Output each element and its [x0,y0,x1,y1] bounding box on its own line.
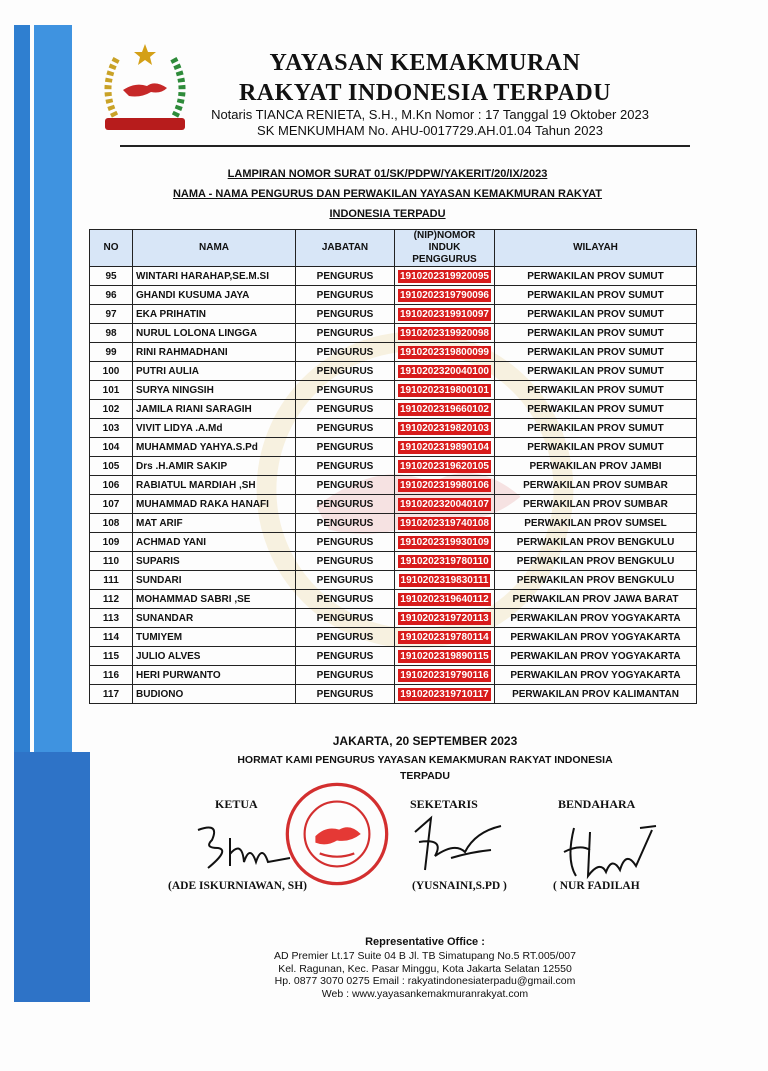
cell-nip [395,533,495,552]
sekretaris-name: (YUSNAINI,S.PD ) [412,880,507,892]
table-row [90,438,697,457]
cell-nama: NURUL LOLONA LINGGA [133,324,296,343]
official-stamp-icon [283,780,391,888]
sekretaris-signature-icon [405,812,505,878]
cell-nama: VIVIT LIDYA .A.Md [133,419,296,438]
cell-nip [395,362,495,381]
header-divider [120,145,690,147]
nip-value: 1910202319800099 [400,346,489,358]
table-row [90,533,697,552]
cell-jabatan: PENGURUS [296,305,395,324]
members-table [89,229,697,704]
cell-nama: MOHAMMAD SABRI ,SE [133,590,296,609]
table-row [90,647,697,666]
cell-nip [395,571,495,590]
nip-value: 1910202319920098 [400,327,489,339]
cell-nip [395,590,495,609]
table-row [90,628,697,647]
nip-value: 1910202319920095 [400,270,489,282]
caption-line-3: INDONESIA TERPADU [329,208,446,220]
table-row [90,514,697,533]
table-row [90,305,697,324]
ketua-name: (ADE ISKURNIAWAN, SH) [168,880,307,892]
cell-jabatan: PENGURUS [296,457,395,476]
cell-nama: PUTRI AULIA [133,362,296,381]
ketua-role: KETUA [215,797,258,811]
cell-jabatan: PENGURUS [296,571,395,590]
cell-jabatan: PENGURUS [296,343,395,362]
cell-wilayah: PERWAKILAN PROV SUMUT [495,362,697,381]
foundation-logo-icon [95,38,195,138]
cell-nip [395,457,495,476]
closing-line-2: TERPADU [400,770,450,782]
cell-no: 117 [90,685,133,704]
organization-title [200,48,650,108]
cell-nama: MUHAMMAD YAHYA.S.Pd [133,438,296,457]
cell-nama: SUNDARI [133,571,296,590]
cell-jabatan: PENGURUS [296,267,395,286]
title-line-1: YAYASAN KEMAKMURAN [269,50,581,76]
table-row [90,400,697,419]
cell-nama: EKA PRIHATIN [133,305,296,324]
table-row [90,495,697,514]
cell-jabatan: PENGURUS [296,419,395,438]
office-address [200,950,650,1000]
nip-value: 1910202319780114 [400,631,489,643]
nip-value: 1910202319790096 [400,289,489,301]
column-header-wilayah: WILAYAH [495,230,697,267]
nip-value: 1910202319910097 [400,308,489,320]
cell-nama: MUHAMMAD RAKA HANAFI [133,495,296,514]
cell-nama: TUMIYEM [133,628,296,647]
closing-line-1: HORMAT KAMI PENGURUS YAYASAN KEMAKMURAN RAKYAT INDONESIA [237,754,613,766]
cell-no: 110 [90,552,133,571]
sk-line: SK MENKUMHAM No. AHU-0017729.AH.01.04 Tahun 2023 [257,123,603,138]
cell-no: 113 [90,609,133,628]
cell-jabatan: PENGURUS [296,400,395,419]
table-row [90,666,697,685]
nip-value: 1910202319710117 [400,688,489,700]
nip-value: 1910202319780110 [400,555,489,567]
cell-no: 99 [90,343,133,362]
cell-wilayah: PERWAKILAN PROV JAMBI [495,457,697,476]
decorative-stripe [34,25,72,785]
cell-jabatan: PENGURUS [296,685,395,704]
table-row [90,685,697,704]
nip-value: 1910202319620105 [400,460,489,472]
cell-nama: SUPARIS [133,552,296,571]
cell-nama: Drs .H.AMIR SAKIP [133,457,296,476]
nip-value: 1910202319720113 [400,612,489,624]
nip-value: 1910202319830111 [400,574,489,586]
table-row [90,381,697,400]
table-header-row [90,230,697,267]
cell-wilayah: PERWAKILAN PROV JAWA BARAT [495,590,697,609]
cell-no: 106 [90,476,133,495]
document-caption [150,164,625,224]
cell-wilayah: PERWAKILAN PROV YOGYAKARTA [495,666,697,685]
cell-jabatan: PENGURUS [296,533,395,552]
table-row [90,419,697,438]
cell-jabatan: PENGURUS [296,324,395,343]
table-row [90,362,697,381]
cell-nip [395,552,495,571]
table-row [90,324,697,343]
cell-nip [395,514,495,533]
notary-line: Notaris TIANCA RENIETA, S.H., M.Kn Nomor : 17 Tanggal 19 Oktober 2023 [211,107,649,122]
cell-no: 103 [90,419,133,438]
cell-nama: WINTARI HARAHAP,SE.M.SI [133,267,296,286]
table-row [90,571,697,590]
bendahara-signature-icon [560,820,660,882]
table-row [90,343,697,362]
office-line-4: Web : www.yayasankemakmuranrakyat.com [321,987,529,1000]
cell-nip [395,666,495,685]
table-row [90,457,697,476]
cell-wilayah: PERWAKILAN PROV SUMUT [495,438,697,457]
office-title: Representative Office : [365,936,485,948]
cell-nip [395,438,495,457]
cell-nama: SURYA NINGSIH [133,381,296,400]
cell-wilayah: PERWAKILAN PROV SUMUT [495,286,697,305]
cell-wilayah: PERWAKILAN PROV SUMBAR [495,495,697,514]
cell-nip [395,476,495,495]
table-row [90,286,697,305]
cell-jabatan: PENGURUS [296,438,395,457]
cell-wilayah: PERWAKILAN PROV SUMUT [495,419,697,438]
sekretaris-role: SEKETARIS [410,797,478,811]
cell-nip [395,305,495,324]
cell-nama: RINI RAHMADHANI [133,343,296,362]
cell-wilayah: PERWAKILAN PROV SUMUT [495,343,697,362]
cell-nip [395,343,495,362]
column-header-nama: NAMA [133,230,296,267]
cell-jabatan: PENGURUS [296,590,395,609]
cell-no: 96 [90,286,133,305]
cell-wilayah: PERWAKILAN PROV YOGYAKARTA [495,628,697,647]
table-row [90,552,697,571]
cell-no: 111 [90,571,133,590]
table-body [90,267,697,704]
cell-jabatan: PENGURUS [296,647,395,666]
table-row [90,476,697,495]
nip-value: 1910202320040107 [400,498,489,510]
cell-wilayah: PERWAKILAN PROV YOGYAKARTA [495,609,697,628]
cell-no: 100 [90,362,133,381]
cell-wilayah: PERWAKILAN PROV SUMUT [495,400,697,419]
cell-wilayah: PERWAKILAN PROV SUMUT [495,267,697,286]
cell-nip [395,419,495,438]
cell-jabatan: PENGURUS [296,362,395,381]
nip-value: 1910202319980106 [400,479,489,491]
cell-wilayah: PERWAKILAN PROV BENGKULU [495,552,697,571]
cell-nip [395,495,495,514]
nip-value: 1910202319800101 [400,384,489,396]
cell-wilayah: PERWAKILAN PROV BENGKULU [495,571,697,590]
cell-wilayah: PERWAKILAN PROV SUMSEL [495,514,697,533]
cell-wilayah: PERWAKILAN PROV BENGKULU [495,533,697,552]
cell-no: 105 [90,457,133,476]
cell-nip [395,267,495,286]
cell-no: 97 [90,305,133,324]
cell-nama: GHANDI KUSUMA JAYA [133,286,296,305]
table-row [90,590,697,609]
nip-value: 1910202320040100 [400,365,489,377]
office-line-3: Hp. 0877 3070 0275 Email : rakyatindonesiaterpadu@gmail.com [274,975,576,987]
cell-no: 116 [90,666,133,685]
cell-nip [395,628,495,647]
place-date: JAKARTA, 20 SEPTEMBER 2023 [332,734,518,748]
decorative-stripe [14,752,90,1002]
cell-no: 114 [90,628,133,647]
table-row [90,267,697,286]
cell-no: 95 [90,267,133,286]
cell-jabatan: PENGURUS [296,514,395,533]
cell-jabatan: PENGURUS [296,381,395,400]
legal-info [200,107,660,139]
decorative-stripe [14,25,30,755]
cell-wilayah: PERWAKILAN PROV KALIMANTAN [495,685,697,704]
cell-nama: MAT ARIF [133,514,296,533]
nip-value: 1910202319790116 [400,669,489,681]
cell-nip [395,685,495,704]
nip-value: 1910202319640112 [400,593,489,605]
cell-nama: JULIO ALVES [133,647,296,666]
cell-jabatan: PENGURUS [296,552,395,571]
nip-value: 1910202319740108 [400,517,489,529]
cell-no: 102 [90,400,133,419]
office-line-1: AD Premier Lt.17 Suite 04 B Jl. TB Simatupang No.5 RT.005/007 [274,950,576,962]
cell-wilayah: PERWAKILAN PROV YOGYAKARTA [495,647,697,666]
cell-no: 107 [90,495,133,514]
caption-line-1: LAMPIRAN NOMOR SURAT 01/SK/PDPW/YAKERIT/20/IX/2023 [227,168,548,180]
cell-no: 101 [90,381,133,400]
cell-nama: JAMILA RIANI SARAGIH [133,400,296,419]
cell-jabatan: PENGURUS [296,476,395,495]
cell-wilayah: PERWAKILAN PROV SUMBAR [495,476,697,495]
cell-wilayah: PERWAKILAN PROV SUMUT [495,381,697,400]
cell-jabatan: PENGURUS [296,628,395,647]
nip-value: 1910202319890104 [400,441,489,453]
cell-no: 115 [90,647,133,666]
cell-jabatan: PENGURUS [296,609,395,628]
cell-nama: ACHMAD YANI [133,533,296,552]
cell-nip [395,324,495,343]
cell-no: 108 [90,514,133,533]
bendahara-name: ( NUR FADILAH [553,880,640,892]
nip-value: 1910202319890115 [400,650,489,662]
cell-nama: HERI PURWANTO [133,666,296,685]
caption-line-2: NAMA - NAMA PENGURUS DAN PERWAKILAN YAYASAN KEMAKMURAN RAKYAT [172,188,603,200]
office-line-2: Kel. Ragunan, Kec. Pasar Minggu, Kota Jakarta Selatan 12550 [278,962,572,975]
cell-nip [395,609,495,628]
cell-nama: RABIATUL MARDIAH ,SH [133,476,296,495]
cell-jabatan: PENGURUS [296,495,395,514]
cell-wilayah: PERWAKILAN PROV SUMUT [495,324,697,343]
column-header-jabatan: JABATAN [296,230,395,267]
cell-no: 98 [90,324,133,343]
cell-nip [395,400,495,419]
cell-no: 112 [90,590,133,609]
nip-value: 1910202319660102 [400,403,489,415]
cell-nip [395,381,495,400]
cell-no: 104 [90,438,133,457]
cell-jabatan: PENGURUS [296,286,395,305]
cell-wilayah: PERWAKILAN PROV SUMUT [495,305,697,324]
nip-value: 1910202319930109 [400,536,489,548]
cell-no: 109 [90,533,133,552]
cell-nama: SUNANDAR [133,609,296,628]
closing-text [210,752,640,784]
bendahara-role: BENDAHARA [558,797,636,811]
column-header-no: NO [90,230,133,267]
cell-nama: BUDIONO [133,685,296,704]
cell-nip [395,286,495,305]
table-row [90,609,697,628]
nip-value: 1910202319820103 [400,422,489,434]
title-line-2: RAKYAT INDONESIA TERPADU [238,80,612,106]
column-header-nip: (NIP)NOMOR INDUK PENGGURUS [395,230,495,267]
cell-jabatan: PENGURUS [296,666,395,685]
cell-nip [395,647,495,666]
